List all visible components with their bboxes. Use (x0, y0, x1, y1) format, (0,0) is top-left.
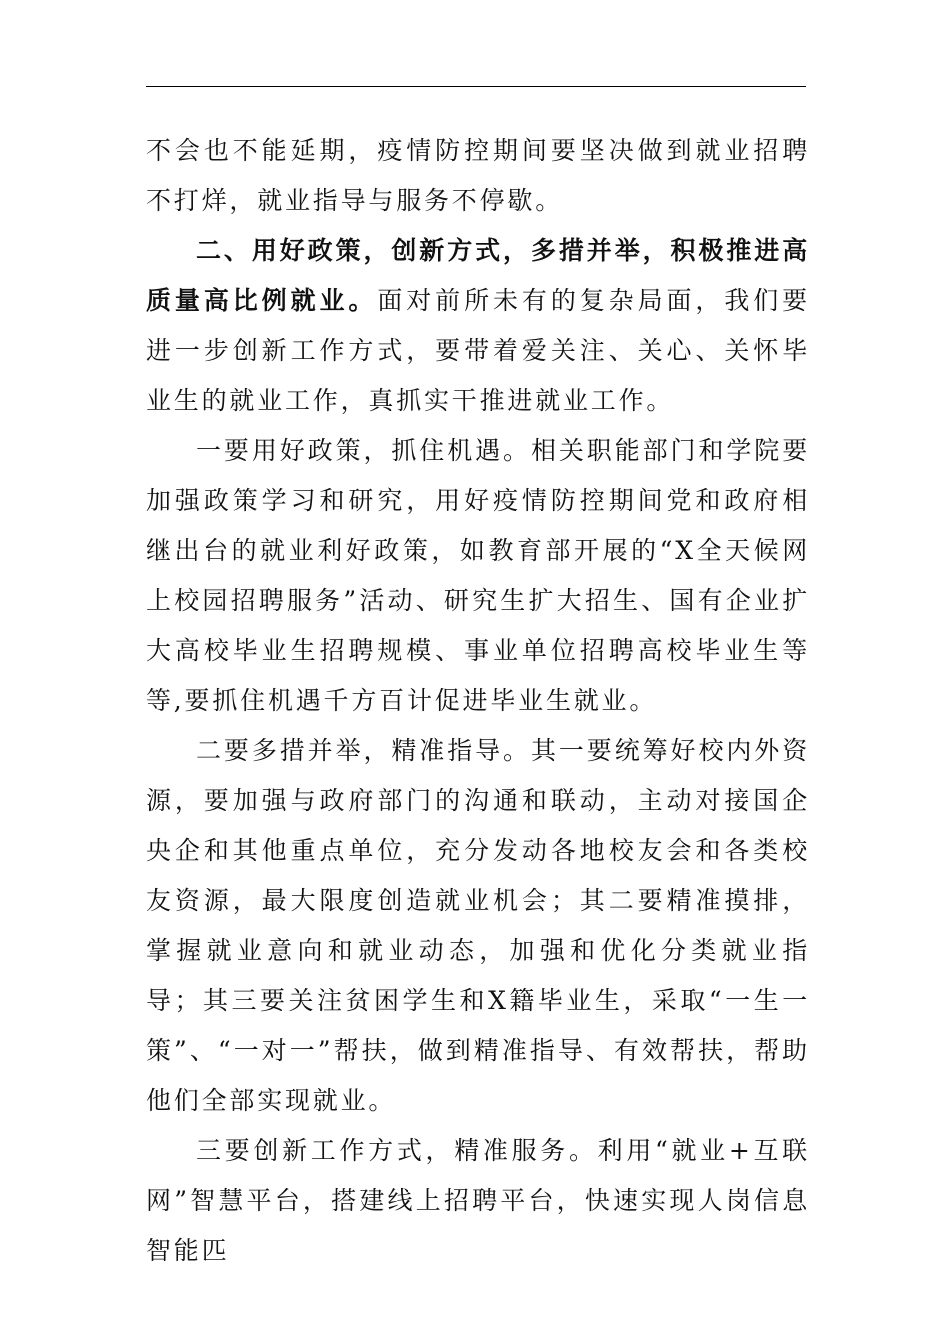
paragraph-measures: 二要多措并举，精准指导。其一要统筹好校内外资源，要加强与政府部门的沟通和联动，主动对接国企央企和其他重点单位，充分发动各地校友会和各类校友资源，最大限度创造就业机会；其二要精准摸排，掌握就业意向和就业动态，加强和优化分类就业指导；其三要关注贫困学生和X籍毕业生，采取“一生一策”、“一对一”帮扶，做到精准指导、有效帮扶，帮助他们全部实现就业。 (146, 736, 810, 1115)
section-heading: 二、用好政策，创新方式，多措并举，积极推进高质量高比例就业。 (146, 236, 810, 315)
paragraph-innovation: 三要创新工作方式，精准服务。利用“就业+互联网”智慧平台，搭建线上招聘平台，快速实现人岗信息智能匹 (146, 1136, 810, 1265)
paragraph-section-two (146, 226, 810, 426)
paragraph-text: 面对前所未有的复杂局面，我们要进一步创新工作方式，要带着爱关注、关心、关怀毕业生的就业工作，真抓实干推进就业工作。 (146, 286, 810, 415)
header-rule (146, 86, 806, 87)
paragraph-policy: 一要用好政策，抓住机遇。相关职能部门和学院要加强政策学习和研究，用好疫情防控期间党和政府相继出台的就业利好政策，如教育部开展的“X全天候网上校园招聘服务”活动、研究生扩大招生、国有企业扩大高校毕业生招聘规模、事业单位招聘高校毕业生等等,要抓住机遇千方百计促进毕业生就业。 (146, 436, 810, 715)
paragraph-continuation: 不会也不能延期，疫情防控期间要坚决做到就业招聘不打烊，就业指导与服务不停歇。 (146, 136, 810, 215)
document-body (146, 126, 810, 1276)
